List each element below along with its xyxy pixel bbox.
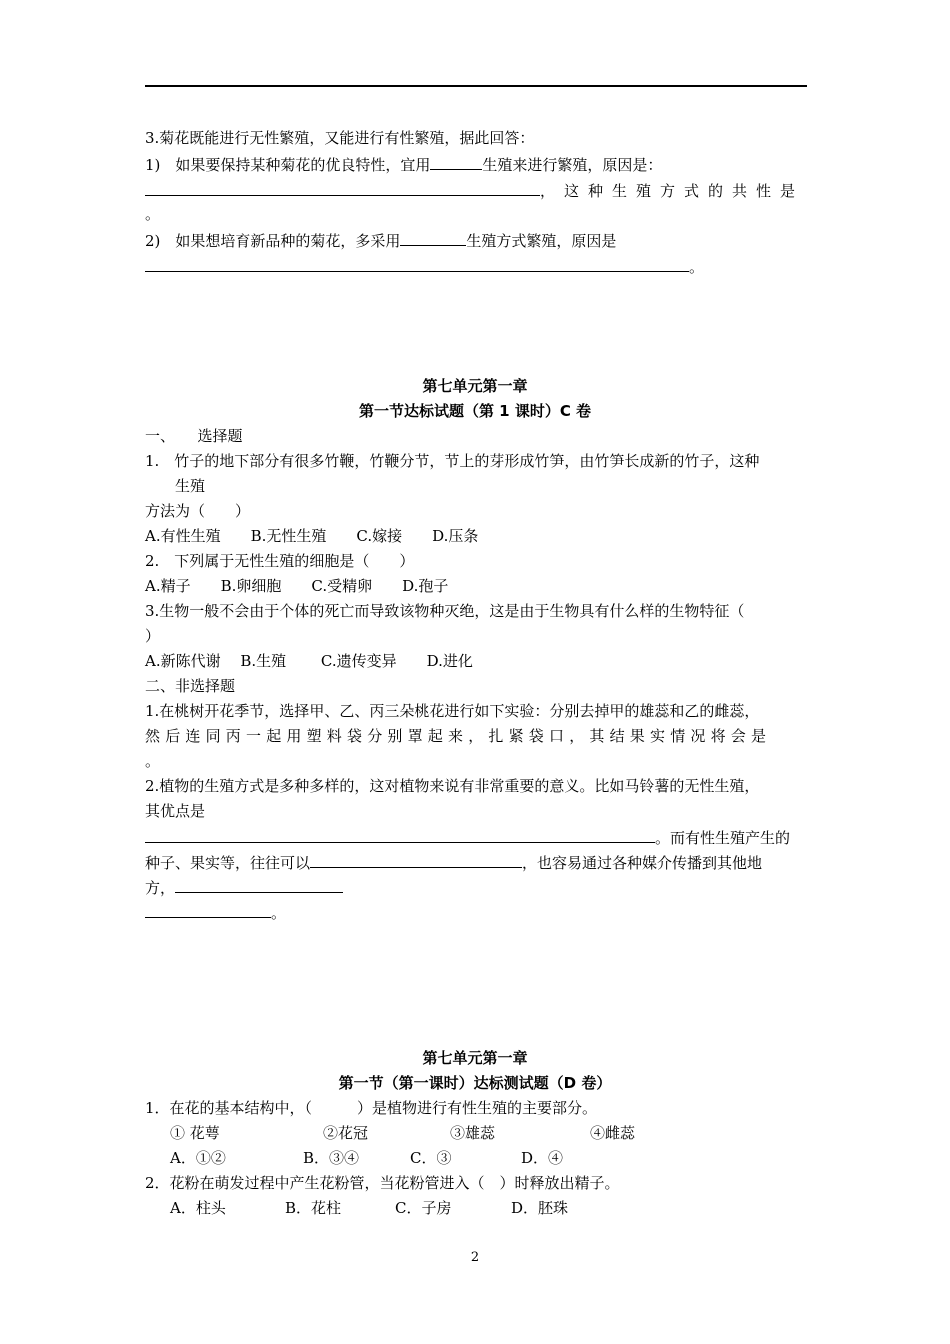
d-q2-option: A．柱头 [170, 1199, 226, 1217]
top-rule [145, 85, 807, 87]
c-q1-b: 生殖 [175, 477, 206, 495]
part-choice-heading: 一、 选择题 [145, 427, 243, 445]
c-nq1-b: 然后连同丙一起用塑料袋分别罩起来，扎紧袋口，其结果实情况将会是 [145, 727, 772, 745]
d-q2-option: C．子房 [395, 1199, 452, 1217]
answer-blank [145, 179, 520, 196]
c-nq2-f: 。 [271, 904, 287, 922]
c-q1-c: 方法为（ ） [145, 502, 251, 520]
d-q1-item: ③雄蕊 [450, 1124, 496, 1142]
d-q1-item: ④雌蕊 [590, 1124, 636, 1142]
answer-blank [145, 255, 689, 272]
c-nq1-a: 1.在桃树开花季节，选择甲、乙、丙三朵桃花进行如下实验：分别去掉甲的雄蕊和乙的雌蕊， [145, 702, 760, 720]
answer-blank [430, 153, 482, 170]
c-q1-options: A.有性生殖 B.无性生殖 C.嫁接 D.压条 [145, 527, 479, 545]
q3-text: 3.菊花既能进行无性繁殖，又能进行有性繁殖，据此回答： [145, 129, 535, 147]
q3-1-part-b: 生殖来进行繁殖，原因是： [482, 156, 663, 174]
section-c-title: 第七单元第一章 [422, 377, 528, 395]
c-q2: 2. 下列属于无性生殖的细胞是（ ） [145, 552, 415, 570]
q3-1-part-a: 1) 如果要保持某种菊花的优良特性，宜用 [145, 156, 431, 174]
answer-blank [520, 179, 540, 196]
q3-1-line2 [145, 179, 807, 201]
d-q2-option: D．胚珠 [511, 1199, 569, 1217]
d-q1-option: D．④ [521, 1149, 564, 1167]
d-q2-option: B．花柱 [285, 1199, 342, 1217]
q3-2-part-a: 2) 如果想培育新品种的菊花，多采用 [145, 232, 401, 250]
q3-1-commonality: ，这种生殖方式的共性是 [540, 182, 805, 200]
page-number: 2 [470, 1250, 480, 1265]
answer-blank [310, 851, 522, 868]
c-nq2-b: 其优点是 [145, 802, 206, 820]
answer-blank [145, 901, 271, 918]
c-q1-a: 1. 竹子的地下部分有很多竹鞭，竹鞭分节，节上的芽形成竹笋，由竹笋长成新的竹子，这种 [145, 452, 760, 470]
c-nq2-f-line [145, 901, 807, 923]
c-nq2-e-line [145, 876, 807, 898]
d-q1-item: ① 花萼 [170, 1124, 220, 1142]
c-q3-options: A.新陈代谢 B.生殖 C.遗传变异 D.进化 [145, 652, 473, 670]
answer-blank [175, 876, 343, 893]
q3-2-part-b: 生殖方式繁殖，原因是 [466, 232, 617, 250]
d-q1-option: A．①② [170, 1149, 226, 1167]
c-nq1-c: 。 [145, 752, 161, 770]
c-nq2-c: 。而有性生殖产生的 [655, 829, 791, 847]
q3-1-line [145, 153, 807, 175]
c-nq2-d2: ，也容易通过各种媒介传播到其他地 [522, 854, 763, 872]
c-nq2-c-line [145, 826, 807, 848]
c-q2-options: A.精子 B.卵细胞 C.受精卵 D.孢子 [145, 577, 449, 595]
c-q3-a: 3.生物一般不会由于个体的死亡而导致该物种灭绝，这是由于生物具有什么样的生物特征（ [145, 602, 745, 620]
c-q3-b: ） [145, 627, 161, 645]
q3-2-line [145, 229, 807, 251]
d-q1: 1．在花的基本结构中，（ ）是植物进行有性生殖的主要部分。 [145, 1099, 598, 1117]
answer-blank [145, 826, 655, 843]
c-nq2-d-line [145, 851, 807, 873]
q3-2-line2 [145, 255, 807, 277]
part-nonchoice-heading: 二、非选择题 [145, 677, 236, 695]
answer-blank [400, 229, 466, 246]
d-q2: 2．花粉在萌发过程中产生花粉管，当花粉管进入（ ）时释放出精子。 [145, 1174, 620, 1192]
section-c-subtitle: 第一节达标试题（第 1 课时）C 卷 [358, 402, 592, 420]
section-d-subtitle: 第一节（第一课时）达标测试题（D 卷） [338, 1074, 612, 1092]
d-q1-item: ②花冠 [323, 1124, 369, 1142]
c-nq2-e: 方， [145, 879, 176, 897]
c-nq2-a: 2.植物的生殖方式是多种多样的，这对植物来说有非常重要的意义。比如马铃薯的无性生殖， [145, 777, 760, 795]
q3-1-end: 。 [145, 205, 161, 223]
q3-2-end: 。 [689, 258, 705, 276]
d-q1-option: C．③ [410, 1149, 452, 1167]
section-d-title: 第七单元第一章 [422, 1049, 528, 1067]
c-nq2-d1: 种子、果实等，往往可以 [145, 854, 311, 872]
d-q1-option: B．③④ [303, 1149, 360, 1167]
